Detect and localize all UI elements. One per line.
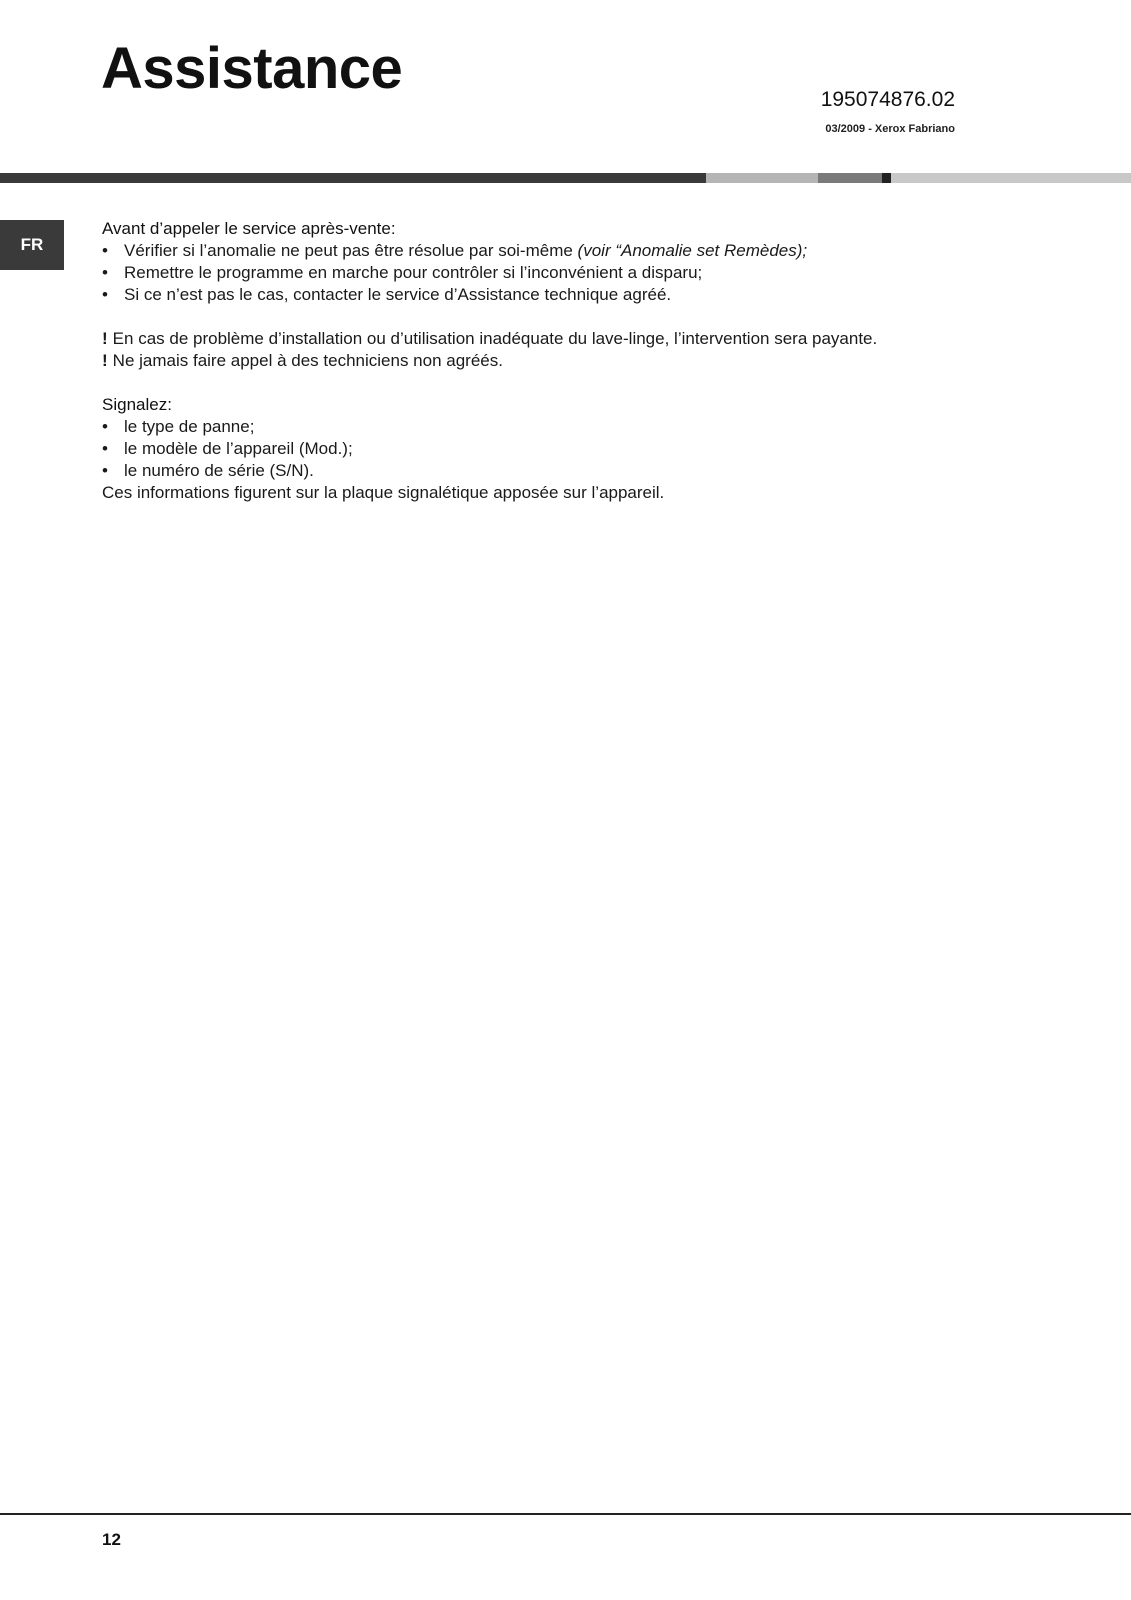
main-content xyxy=(102,218,982,504)
list-item-text xyxy=(124,240,807,262)
rule-segment-black xyxy=(882,173,891,183)
spacer xyxy=(102,372,982,394)
list-item-text-main: Vérifier si l’anomalie ne peut pas être résolue par soi-même xyxy=(124,241,578,260)
warning-line xyxy=(102,350,982,372)
bullet: • xyxy=(102,461,108,480)
bullet: • xyxy=(102,417,108,436)
list-item xyxy=(102,240,982,262)
section-heading-before-call: Avant d’appeler le service après-vente: xyxy=(102,219,396,238)
language-tab: FR xyxy=(0,220,64,270)
page-number: 12 xyxy=(102,1530,121,1549)
warning-line xyxy=(102,328,982,350)
page-title: Assistance xyxy=(101,36,403,101)
bullet: • xyxy=(102,285,108,304)
warning-icon: ! xyxy=(102,329,108,348)
list-item xyxy=(102,416,982,438)
list-item-text-reference: (voir “Anomalie set Remèdes); xyxy=(577,241,808,260)
section-heading-report: Signalez: xyxy=(102,395,172,414)
header-rule-bar xyxy=(0,173,1131,183)
bullet: • xyxy=(102,263,108,282)
list-item xyxy=(102,284,982,306)
rule-segment-light-end xyxy=(891,173,1131,183)
rule-segment-mid xyxy=(818,173,882,183)
bullet: • xyxy=(102,241,108,260)
document-meta: 03/2009 - Xerox Fabriano xyxy=(825,123,955,135)
rule-segment-light xyxy=(706,173,818,183)
list-item-text: le type de panne; xyxy=(124,417,255,436)
list-item-text: Si ce n’est pas le cas, contacter le service d’Assistance technique agréé. xyxy=(124,285,672,304)
list-item xyxy=(102,438,982,460)
footer-rule xyxy=(0,1513,1131,1515)
list-item xyxy=(102,262,982,284)
warning-icon: ! xyxy=(102,351,108,370)
list-item xyxy=(102,460,982,482)
bullet: • xyxy=(102,439,108,458)
warning-text: En cas de problème d’installation ou d’utilisation inadéquate du lave-linge, l’intervention sera payante. xyxy=(112,329,878,348)
document-code: 195074876.02 xyxy=(820,88,955,111)
list-item-text: le modèle de l’appareil (Mod.); xyxy=(124,439,353,458)
list-item-text: le numéro de série (S/N). xyxy=(124,461,314,480)
list-item-text: Remettre le programme en marche pour contrôler si l’inconvénient a disparu; xyxy=(124,263,703,282)
warning-text: Ne jamais faire appel à des techniciens non agréés. xyxy=(112,351,503,370)
information-note: Ces informations figurent sur la plaque signalétique apposée sur l’appareil. xyxy=(102,483,665,502)
spacer xyxy=(102,306,982,328)
rule-segment-dark xyxy=(0,173,706,183)
